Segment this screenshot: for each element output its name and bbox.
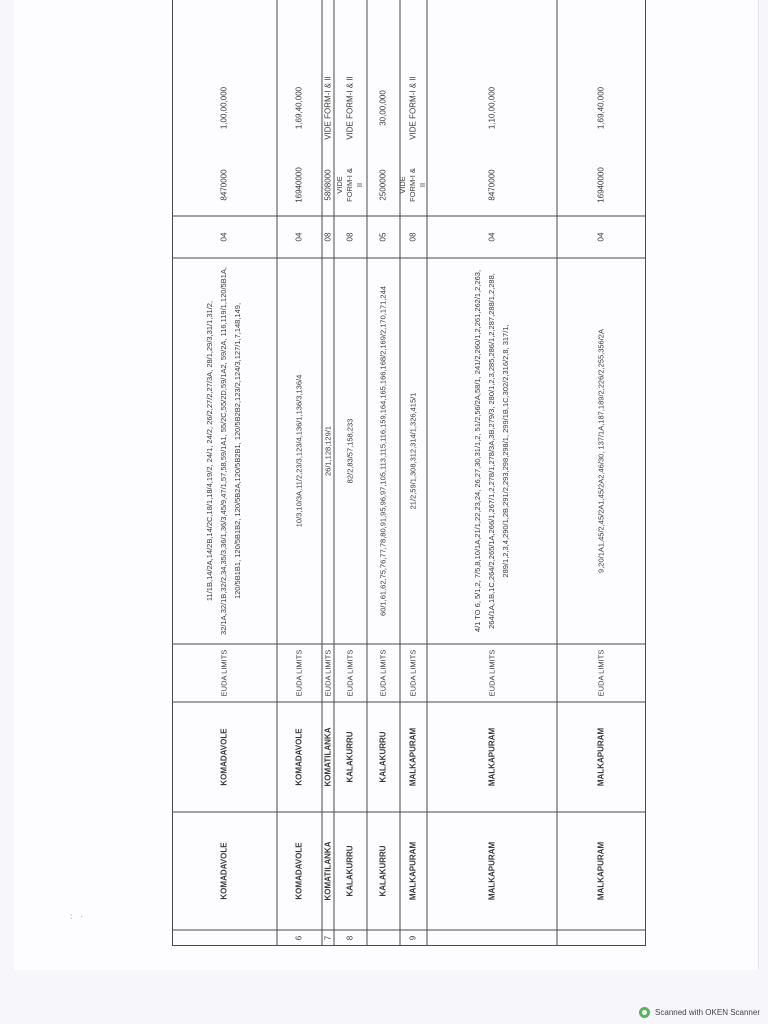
table-cell: KOMADAVOLE: [294, 728, 304, 786]
table-cell: 16940000: [596, 167, 606, 203]
scanned-page: [14, 0, 759, 970]
table-cell: VIDE FORM-I & II: [345, 76, 355, 140]
scan-specks: : ·: [70, 912, 87, 921]
table-cell: EUDA LIMITS: [487, 649, 497, 697]
table-cell: MALKAPURAM: [596, 841, 606, 901]
table-cell: 5808000: [323, 169, 333, 201]
table-cell: KALAKURRU: [378, 845, 388, 897]
table-cell: 1,69,40,000: [596, 86, 606, 130]
table-cell: EUDA LIMITS: [323, 649, 333, 697]
table-cell: 26/1,128,129/1: [323, 425, 333, 477]
table-cell: KOMADAVOLE: [219, 842, 229, 900]
table-cell: 08: [345, 232, 355, 242]
table-cell: EUDA LIMITS: [408, 649, 418, 697]
table-cell: 8470000: [219, 169, 229, 201]
scanner-watermark: [639, 1007, 760, 1018]
table-cell: KALAKURRU: [378, 731, 388, 783]
table-cell: KOMADAVOLE: [219, 728, 229, 786]
table-cell: 04: [219, 232, 229, 242]
table-cell: 16940000: [294, 167, 304, 203]
table-cell: 21/2,59/1,308,312,314/1,326,415/1: [408, 392, 418, 510]
table-cell: EUDA LIMITS: [596, 649, 606, 697]
table-cell: 4/1 TO 6, 5/1,2, 7/5,8,10/1A,21/1,22,23,24, 26,27,30,31/1,2, 51/2,56/2A,58/1, 241/2,260/1,2,261,262/1,2,263, 264/1A,1B,1C,264/2,265/1A,266/1,267/1,2,278/1,278/3A,3B,279/3, 280/1,2,3,285,286/1,2,287,288/1,2,288, 289/1,2,3,4,290/1,2B,291/2,293,298,298/1, 299/1B,1C,302/2,316/2,8, 317/1,: [473, 269, 510, 633]
table-cell: 08: [323, 232, 333, 242]
table-cell: 1,10,00,000: [487, 86, 497, 130]
table-cell: VIDE FORM-I & II: [398, 168, 427, 202]
table-cell: 08: [408, 232, 418, 242]
table-cell: 30,00,000: [378, 90, 388, 126]
table-cell: 04: [294, 232, 304, 242]
table-cell: 9,20/1A1,45/2,45/2A1,45/2A2,46/30, 137/1A,187,189/2,226/2,255,356/2A: [596, 329, 606, 573]
table-cell: MALKAPURAM: [487, 727, 497, 787]
table-cell: EUDA LIMITS: [345, 649, 355, 697]
table-cell: 8: [345, 935, 355, 941]
table-cell: 2500000: [378, 169, 388, 201]
table-cell: MALKAPURAM: [487, 841, 497, 901]
table-cell: 1,00,00,000: [219, 86, 229, 130]
table-cell: EUDA LIMITS: [378, 649, 388, 697]
table-cell: 10/3,10/3A,11/2,23/3,123/4,136/1,136/3,136/4: [294, 374, 304, 528]
table-cell: KOMATILANKA: [323, 841, 333, 901]
table-cell: 7: [323, 935, 333, 941]
table-cell: 6: [294, 935, 304, 941]
table-cell: 05: [378, 232, 388, 242]
table-cell: KOMATILANKA: [323, 727, 333, 787]
table-cell: MALKAPURAM: [408, 841, 418, 901]
table-cell: 04: [487, 232, 497, 242]
table-cell: VIDE FORM-I & II: [408, 76, 418, 140]
table-cell: VIDE FORM-I & II: [323, 76, 333, 140]
table-cell: 60/1,61,62,75,76,77,78,80,91,95,96,97,105,113,115,116,159,164,165,166,168/2,169/2,170,171,244: [378, 286, 388, 616]
table-cell: KALAKURRU: [345, 845, 355, 897]
table-cell: 9: [408, 935, 418, 941]
table-cell: EUDA LIMITS: [219, 649, 229, 697]
land-value-table: [172, 0, 646, 946]
table-cell: 04: [596, 232, 606, 242]
table-cell: VIDE FORM-I & II: [335, 168, 364, 202]
table-cell: MALKAPURAM: [596, 727, 606, 787]
table-cell: KOMADAVOLE: [294, 842, 304, 900]
scanner-logo-icon: [639, 1007, 650, 1018]
table-cell: 11/1B,14/2A,14/2B,14/2C,18/1,18/4,19/2, 24/1, 24/2, 26/2,27/2,27/3A, 28/1,29/3,31/1,31/2, 32/1A,32/1B,32/2,34,35/3,36/1,36/3,45/9,47/1,57,58,59/1A1, 55/2C,55/2D,59/1A2, 59/2A, 116,119/1,120/5B1A, 120/5B1B1, 120/5B1B2, 120/5B2A,120/5B2B1, 120/5B2B2,123/2,124/3,127/1,7,148,149,: [205, 267, 242, 635]
table-cell: 8470000: [487, 169, 497, 201]
table-cell: 82/2,83/57,158,233: [345, 418, 355, 484]
table-cell: EUDA LIMITS: [294, 649, 304, 697]
scanner-badge-text: Scanned with OKEN Scanner: [655, 1008, 760, 1017]
table-cell: MALKAPURAM: [408, 727, 418, 787]
table-cell: KALAKURRU: [345, 731, 355, 783]
table-cell: 1,69,40,000: [294, 86, 304, 130]
